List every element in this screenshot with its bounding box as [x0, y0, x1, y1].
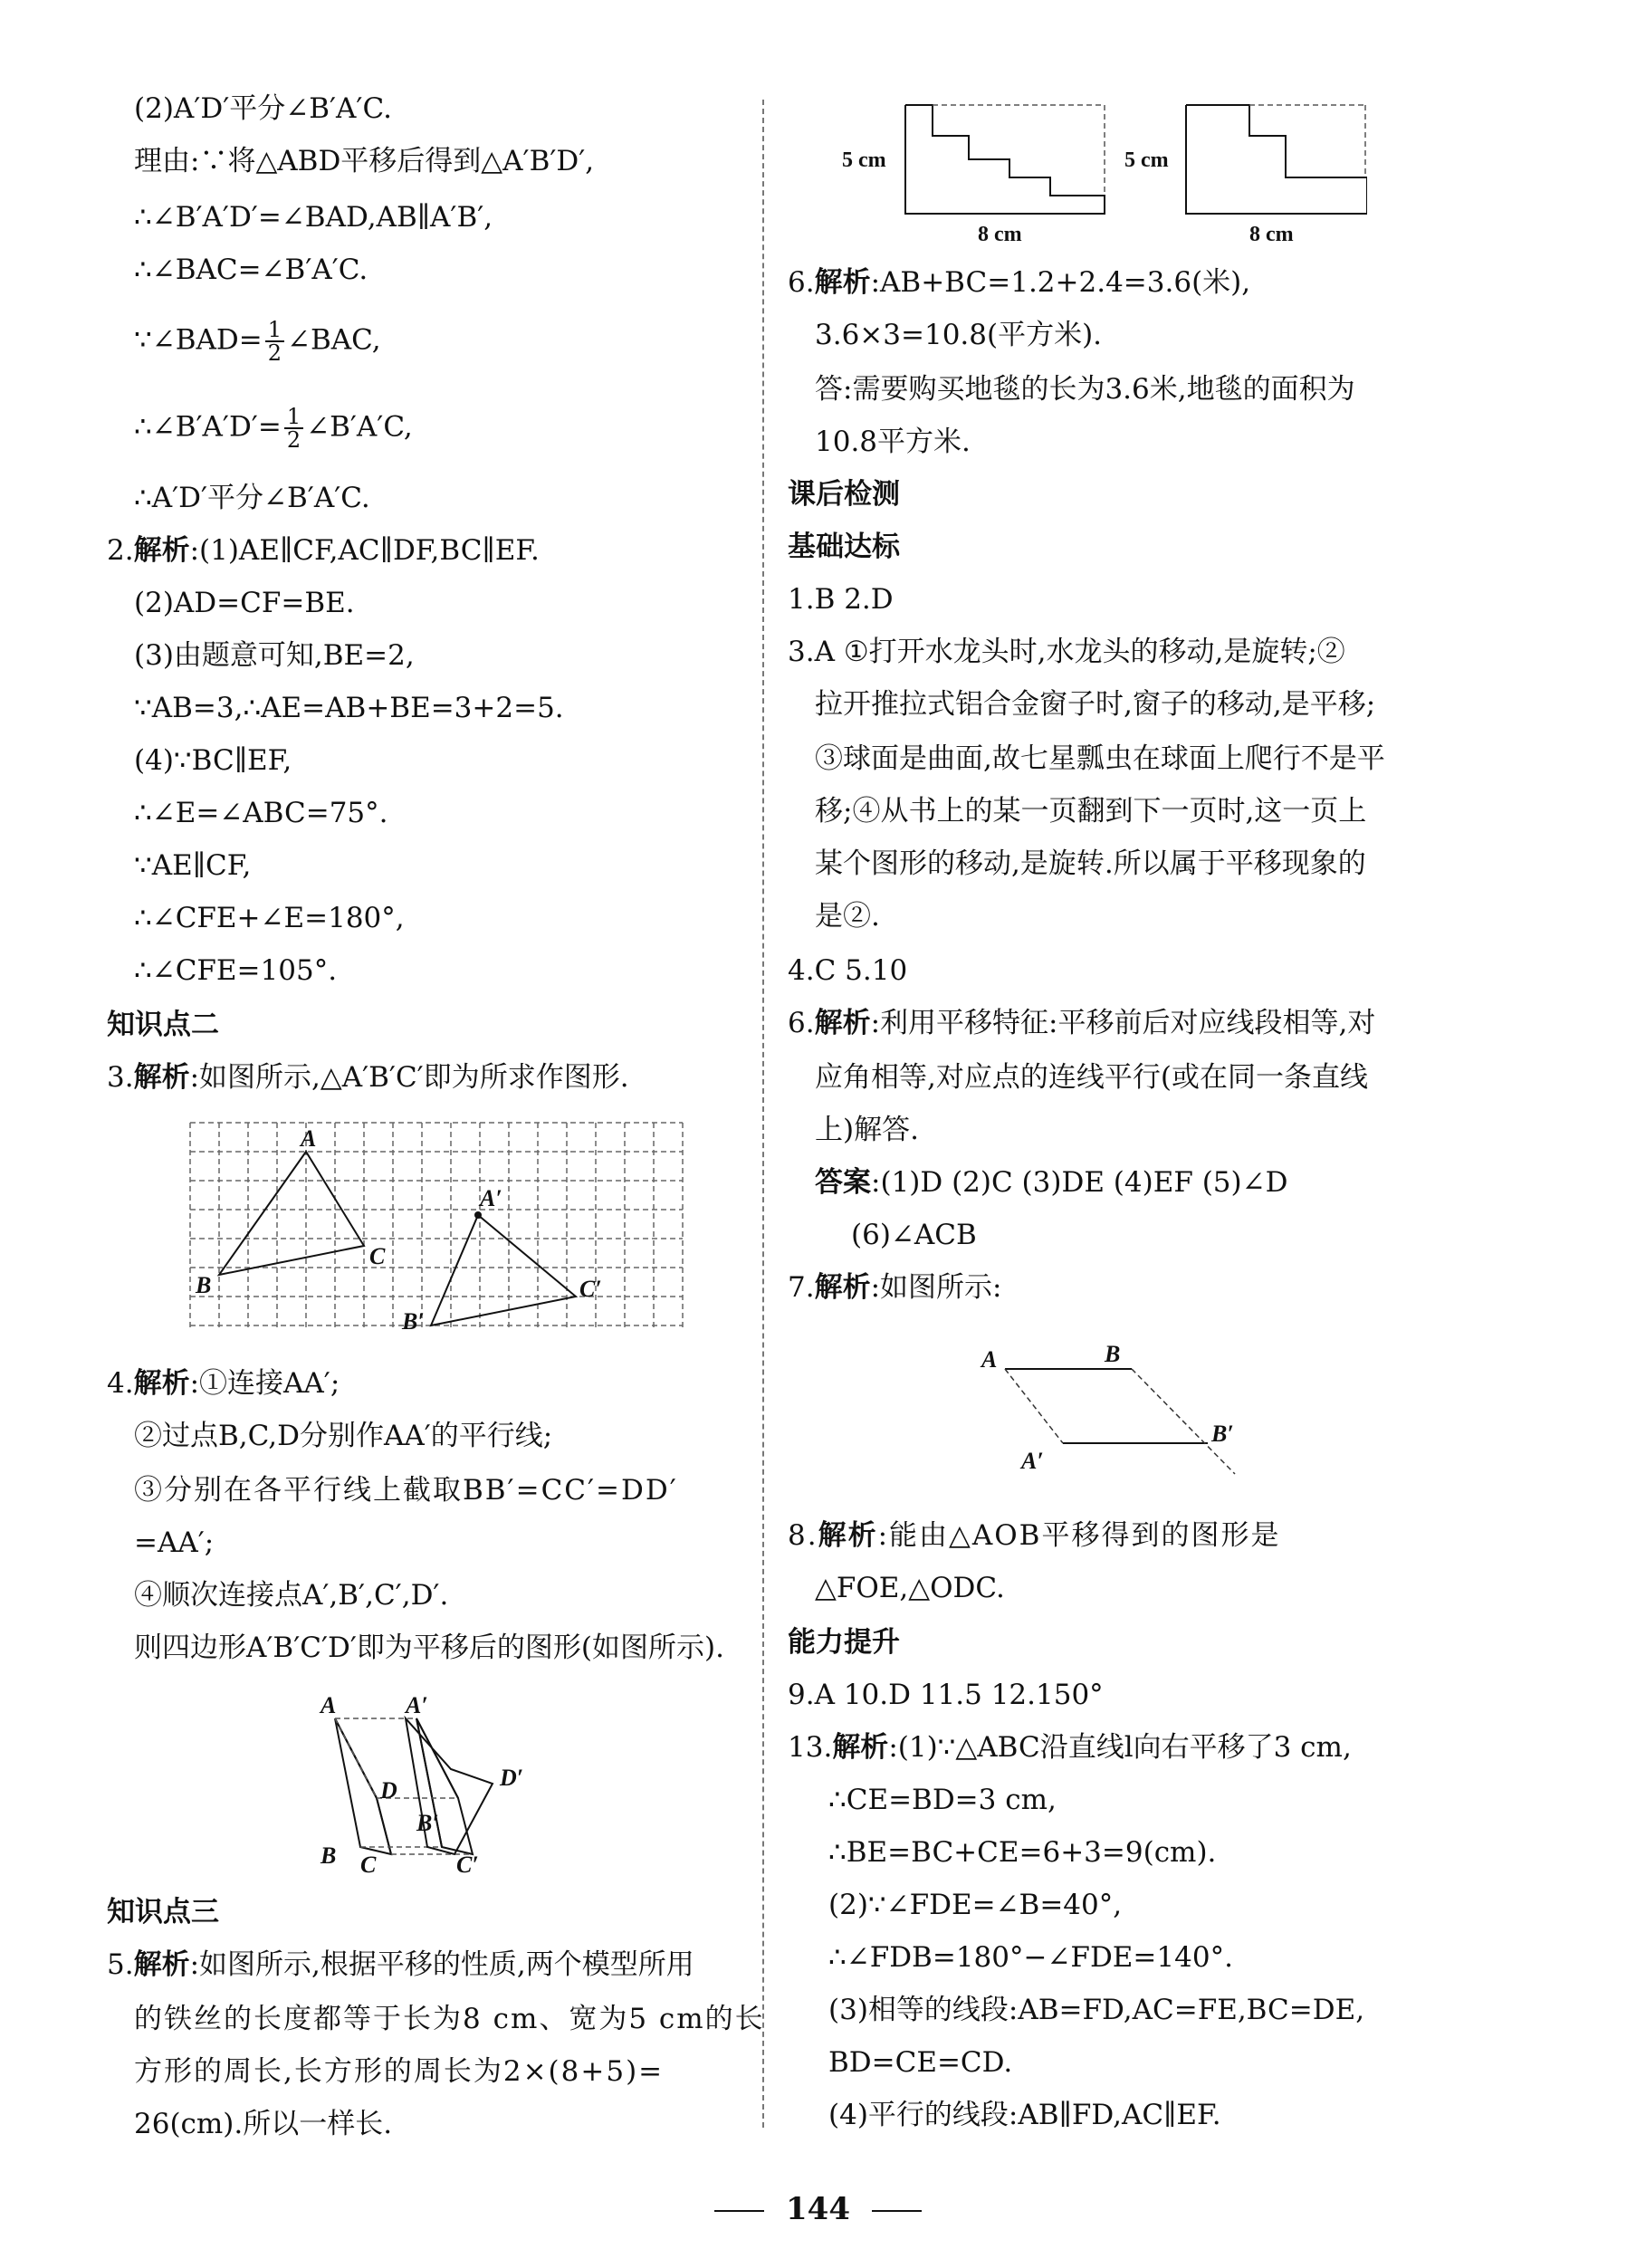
triangle-a2b2c2 [431, 1215, 576, 1325]
page-number-dash [714, 2210, 764, 2212]
text-line: 移;④从书上的某一页翻到下一页时,这一页上 [815, 795, 1367, 828]
text-line: (3)相等的线段:AB=FD,AC=FE,BC=DE, [828, 1994, 1365, 2026]
text-line: ∴A′D′平分∠B′A′C. [134, 482, 370, 514]
text-line: (3)由题意可知,BE=2, [134, 639, 415, 672]
label-b: B [321, 1842, 337, 1869]
text-line: ∴∠FDB=180°−∠FDE=140°. [828, 1941, 1233, 1974]
answer-line: 1.B 2.D [788, 583, 894, 616]
label-a: A [321, 1692, 337, 1718]
fraction-half: $\frac{1}{2}$ [265, 319, 284, 364]
text-line: ③分别在各平行线上截取BB′=CC′=DD′ [134, 1474, 678, 1507]
question-6b-heading: 6.解析:利用平移特征:平移前后对应线段相等,对 [788, 1007, 1376, 1039]
question-13-heading: 13.解析:(1)∵△ABC沿直线l向右平移了3 cm, [788, 1731, 1352, 1764]
section-heading: 基础达标 [788, 531, 900, 563]
page-number-dash [872, 2210, 922, 2212]
answer-line: 答案:(1)D (2)C (3)DE (4)EF (5)∠D [815, 1166, 1288, 1199]
text-line: 上)解答. [815, 1114, 919, 1146]
label-c2: C′ [579, 1276, 602, 1302]
text-line: ∴∠B′A′D′=∠BAD,AB∥A′B′, [134, 201, 493, 234]
translation-segment-figure [978, 1331, 1286, 1494]
text-line: BD=CE=CD. [828, 2046, 1013, 2079]
label-b2: B′ [416, 1810, 439, 1836]
text-line: 26(cm).所以一样长. [134, 2108, 393, 2140]
question-5-heading: 5.解析:如图所示,根据平移的性质,两个模型所用 [107, 1948, 694, 1981]
section-heading: 课后检测 [788, 478, 900, 511]
text-line: ∴BE=BC+CE=6+3=9(cm). [828, 1836, 1217, 1869]
section-heading: 知识点二 [107, 1009, 219, 1041]
label-b2: B′ [1211, 1421, 1234, 1447]
text-line: (4)平行的线段:AB∥FD,AC∥EF. [828, 2099, 1221, 2131]
text-line: ∴CE=BD=3 cm, [828, 1784, 1057, 1816]
text-line: △FOE,△ODC. [815, 1572, 1005, 1604]
text-line: ④顺次连接点A′,B′,C′,D′. [134, 1579, 449, 1612]
height-label-2: 5 cm [1124, 148, 1169, 172]
question-7-heading: 7.解析:如图所示: [788, 1271, 1002, 1304]
label-b: B [1105, 1341, 1121, 1367]
text-line: 是②. [815, 900, 880, 933]
question-8-heading: 8.解析:能由△AOB平移得到的图形是 [788, 1519, 1281, 1552]
text-line: 某个图形的移动,是旋转.所以属于平移现象的 [815, 847, 1366, 880]
text-line: ∵AB=3,∴AE=AB+BE=3+2=5. [134, 692, 564, 724]
label-d2: D′ [500, 1765, 524, 1791]
label-c2: C′ [456, 1852, 479, 1876]
fraction-half: $\frac{1}{2}$ [284, 406, 303, 451]
text-line: =AA′; [134, 1526, 215, 1559]
width-label-2: 8 cm [1249, 223, 1294, 246]
staircase-model-1 [905, 105, 1105, 214]
label-c: C [369, 1243, 386, 1269]
staircase-model-2 [1186, 105, 1367, 214]
label-a: A [301, 1125, 317, 1152]
quadrilateral-translation-figure [315, 1686, 677, 1876]
height-label-1: 5 cm [842, 148, 886, 172]
text-line: ∴∠CFE+∠E=180°, [134, 902, 405, 934]
label-a: A [981, 1346, 998, 1373]
text-line: ②过点B,C,D分别作AA′的平行线; [134, 1420, 553, 1452]
answer-line: 9.A 10.D 11.5 12.150° [788, 1679, 1104, 1711]
text-line: ∴∠E=∠ABC=75°. [134, 797, 388, 829]
text-line: 方形的周长,长方形的周长为2×(8+5)= [134, 2055, 665, 2088]
question-4-heading: 4.解析:①连接AA′; [107, 1367, 340, 1400]
label-b2: B′ [402, 1308, 425, 1335]
label-a2: A′ [406, 1692, 428, 1718]
text-line: (2)AD=CF=BE. [134, 587, 355, 619]
text-line: 3.6×3=10.8(平方米). [815, 319, 1103, 351]
text-line: 的铁丝的长度都等于长为8 cm、宽为5 cm的长 [134, 2003, 765, 2035]
text-line: ∴∠BAC=∠B′A′C. [134, 254, 368, 286]
text-line: (2)A′D′平分∠B′A′C. [134, 92, 392, 125]
section-heading: 知识点三 [107, 1896, 219, 1928]
label-c: C [360, 1852, 377, 1876]
text-line: 则四边形A′B′C′D′即为平移后的图形(如图所示). [134, 1632, 724, 1664]
text-line: (4)∵BC∥EF, [134, 744, 292, 777]
text-line: 拉开推拉式铝合金窗子时,窗子的移动,是平移; [815, 688, 1376, 721]
staircase-models-figure [842, 91, 1367, 254]
label-a2: A′ [1021, 1448, 1044, 1474]
text-line: 3.A ①打开水龙头时,水龙头的移动,是旋转;② [788, 636, 1345, 668]
width-label-1: 8 cm [978, 223, 1022, 246]
label-d: D [380, 1777, 397, 1804]
grid-translation-figure [188, 1121, 768, 1338]
label-a2: A′ [480, 1185, 502, 1211]
question-3-heading: 3.解析:如图所示,△A′B′C′即为所求作图形. [107, 1061, 629, 1094]
answer-line: (6)∠ACB [851, 1219, 977, 1251]
text-line-fraction: ∵∠BAD= $\frac{1}{2}$ ∠BAC, [134, 317, 381, 366]
text-line: ∵AE∥CF, [134, 849, 252, 882]
text-line: ∴∠CFE=105°. [134, 954, 338, 987]
answer-line: 4.C 5.10 [788, 954, 908, 987]
text-line: 理由:∵将△ABD平移后得到△A′B′D′, [134, 145, 595, 177]
triangle-abc [219, 1152, 364, 1275]
label-b: B [196, 1272, 212, 1298]
page-number: 144 [0, 2191, 1636, 2227]
text-line: 应角相等,对应点的连线平行(或在同一条直线 [815, 1061, 1368, 1094]
section-heading: 能力提升 [788, 1626, 900, 1659]
text-line: 答:需要购买地毯的长为3.6米,地毯的面积为 [815, 373, 1355, 406]
text-line: ③球面是曲面,故七星瓢虫在球面上爬行不是平 [815, 742, 1385, 775]
column-divider [762, 100, 764, 2128]
question-2-heading: 2.解析:(1)AE∥CF,AC∥DF,BC∥EF. [107, 534, 540, 567]
text-line: 10.8平方米. [815, 426, 971, 458]
text-line: (2)∵∠FDE=∠B=40°, [828, 1889, 1123, 1921]
question-6-heading: 6.解析:AB+BC=1.2+2.4=3.6(米), [788, 266, 1251, 299]
text-line-fraction: ∴∠B′A′D′= $\frac{1}{2}$ ∠B′A′C, [134, 404, 413, 453]
